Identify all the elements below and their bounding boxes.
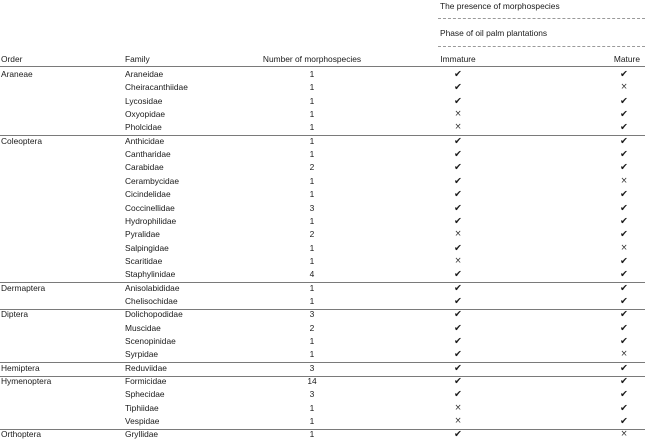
present-check-icon: ✔ xyxy=(454,309,462,321)
absent-cross-icon: × xyxy=(454,122,462,133)
family-cell: Salpingidae xyxy=(125,242,169,253)
present-check-icon: ✔ xyxy=(454,429,462,441)
present-check-icon: ✔ xyxy=(454,376,462,388)
morphospecies-count-cell: 1 xyxy=(309,135,315,146)
order-cell: Orthoptera xyxy=(1,429,42,440)
morphospecies-count-cell: 1 xyxy=(309,149,315,160)
family-cell: Sphecidae xyxy=(125,389,165,400)
absent-cross-icon: × xyxy=(454,402,462,413)
morphospecies-count-cell: 3 xyxy=(309,362,315,373)
present-check-icon: ✔ xyxy=(620,322,628,334)
absent-cross-icon: × xyxy=(620,349,628,360)
morphospecies-count-cell: 1 xyxy=(309,295,315,306)
column-header-mature: Mature xyxy=(613,54,640,64)
family-cell: Muscidae xyxy=(125,322,161,333)
morphospecies-count-cell: 1 xyxy=(309,122,315,133)
family-cell: Pyralidae xyxy=(125,229,160,240)
morphospecies-count-cell: 1 xyxy=(309,82,315,93)
order-cell: Dermaptera xyxy=(1,282,46,293)
order-cell: Hymenoptera xyxy=(1,376,52,387)
morphospecies-count-cell: 1 xyxy=(309,215,315,226)
morphospecies-count-cell: 14 xyxy=(307,376,317,387)
absent-cross-icon: × xyxy=(620,429,628,440)
present-check-icon: ✔ xyxy=(620,295,628,307)
morphospecies-count-cell: 1 xyxy=(309,255,315,266)
present-check-icon: ✔ xyxy=(620,202,628,214)
family-cell: Reduviidae xyxy=(125,362,167,373)
family-cell: Oxyopidae xyxy=(125,109,166,120)
family-cell: Lycosidae xyxy=(125,95,163,106)
family-cell: Anisolabididae xyxy=(125,282,180,293)
present-check-icon: ✔ xyxy=(620,215,628,227)
present-check-icon: ✔ xyxy=(454,69,462,80)
present-check-icon: ✔ xyxy=(620,255,628,267)
phase-label: Phase of oil palm plantations xyxy=(440,28,548,38)
family-cell: Staphylinidae xyxy=(125,269,176,280)
column-header-order: Order xyxy=(1,54,23,64)
present-check-icon: ✔ xyxy=(620,189,628,201)
present-check-icon: ✔ xyxy=(620,162,628,174)
present-check-icon: ✔ xyxy=(620,416,628,428)
present-check-icon: ✔ xyxy=(454,149,462,161)
present-check-icon: ✔ xyxy=(454,95,462,107)
family-cell: Tiphiidae xyxy=(125,402,159,413)
present-check-icon: ✔ xyxy=(454,135,462,147)
absent-cross-icon: × xyxy=(620,242,628,253)
present-check-icon: ✔ xyxy=(620,109,628,121)
morphospecies-count-cell: 1 xyxy=(309,242,315,253)
order-cell: Hemiptera xyxy=(1,362,40,373)
morphospecies-count-cell: 1 xyxy=(309,336,315,346)
morphospecies-count-cell: 1 xyxy=(309,416,315,427)
morphospecies-count-cell: 1 xyxy=(309,282,315,293)
present-check-icon: ✔ xyxy=(454,162,462,174)
morphospecies-count-cell: 3 xyxy=(309,389,315,400)
family-cell: Syrpidae xyxy=(125,349,159,360)
present-check-icon: ✔ xyxy=(620,135,628,147)
present-check-icon: ✔ xyxy=(454,362,462,374)
header-rule xyxy=(0,66,645,67)
morphospecies-count-cell: 3 xyxy=(309,309,315,320)
family-cell: Cicindelidae xyxy=(125,189,171,200)
family-cell: Dolichopodidae xyxy=(125,309,183,320)
column-header-number: Number of morphospecies xyxy=(262,54,362,64)
morphospecies-count-cell: 2 xyxy=(309,229,315,240)
morphospecies-count-cell: 1 xyxy=(309,349,315,360)
family-cell: Scaritidae xyxy=(125,255,163,266)
present-check-icon: ✔ xyxy=(620,336,628,347)
family-cell: Anthicidae xyxy=(125,135,165,146)
family-cell: Gryllidae xyxy=(125,429,159,440)
present-check-icon: ✔ xyxy=(454,295,462,307)
morphospecies-count-cell: 1 xyxy=(309,175,315,186)
present-check-icon: ✔ xyxy=(454,202,462,214)
present-check-icon: ✔ xyxy=(620,309,628,321)
header-divider xyxy=(438,46,645,47)
morphospecies-count-cell: 2 xyxy=(309,162,315,173)
present-check-icon: ✔ xyxy=(620,69,628,80)
family-cell: Carabidae xyxy=(125,162,164,173)
present-check-icon: ✔ xyxy=(454,242,462,254)
absent-cross-icon: × xyxy=(620,175,628,186)
present-check-icon: ✔ xyxy=(454,269,462,281)
family-cell: Formicidae xyxy=(125,376,167,387)
order-cell: Coleoptera xyxy=(1,135,42,146)
morphospecies-count-cell: 1 xyxy=(309,429,315,440)
present-check-icon: ✔ xyxy=(620,376,628,388)
present-check-icon: ✔ xyxy=(454,322,462,334)
order-cell: Diptera xyxy=(1,309,28,320)
presence-label: The presence of morphospecies xyxy=(440,1,560,11)
family-cell: Araneidae xyxy=(125,69,164,79)
present-check-icon: ✔ xyxy=(454,336,462,347)
family-cell: Cheiracanthiidae xyxy=(125,82,188,93)
family-cell: Scenopinidae xyxy=(125,336,176,346)
present-check-icon: ✔ xyxy=(620,122,628,134)
family-cell: Pholcidae xyxy=(125,122,162,133)
morphospecies-count-cell: 4 xyxy=(309,269,315,280)
present-check-icon: ✔ xyxy=(454,282,462,294)
present-check-icon: ✔ xyxy=(454,175,462,187)
order-cell: Araneae xyxy=(1,69,33,79)
family-cell: Cerambycidae xyxy=(125,175,179,186)
column-header-family: Family xyxy=(125,54,150,64)
present-check-icon: ✔ xyxy=(454,189,462,201)
present-check-icon: ✔ xyxy=(620,269,628,281)
column-header-immature: Immature xyxy=(440,54,476,64)
absent-cross-icon: × xyxy=(620,82,628,93)
morphospecies-count-cell: 1 xyxy=(309,402,315,413)
present-check-icon: ✔ xyxy=(620,282,628,294)
morphospecies-count-cell: 1 xyxy=(309,95,315,106)
table-body xyxy=(0,68,645,448)
present-check-icon: ✔ xyxy=(620,362,628,374)
present-check-icon: ✔ xyxy=(620,402,628,414)
present-check-icon: ✔ xyxy=(620,95,628,107)
absent-cross-icon: × xyxy=(454,229,462,240)
morphospecies-count-cell: 3 xyxy=(309,202,315,213)
present-check-icon: ✔ xyxy=(620,229,628,241)
family-cell: Vespidae xyxy=(125,416,160,427)
present-check-icon: ✔ xyxy=(620,389,628,401)
present-check-icon: ✔ xyxy=(454,82,462,94)
family-cell: Coccinellidae xyxy=(125,202,175,213)
morphospecies-count-cell: 1 xyxy=(309,189,315,200)
present-check-icon: ✔ xyxy=(454,389,462,401)
present-check-icon: ✔ xyxy=(620,149,628,161)
absent-cross-icon: × xyxy=(454,255,462,266)
present-check-icon: ✔ xyxy=(454,215,462,227)
absent-cross-icon: × xyxy=(454,416,462,427)
family-cell: Cantharidae xyxy=(125,149,171,160)
morphospecies-count-cell: 2 xyxy=(309,322,315,333)
absent-cross-icon: × xyxy=(454,109,462,120)
family-cell: Chelisochidae xyxy=(125,295,178,306)
present-check-icon: ✔ xyxy=(454,349,462,361)
morphospecies-count-cell: 1 xyxy=(309,109,315,120)
family-cell: Hydrophilidae xyxy=(125,215,177,226)
morphospecies-count-cell: 1 xyxy=(309,69,315,79)
header-divider xyxy=(438,18,645,19)
